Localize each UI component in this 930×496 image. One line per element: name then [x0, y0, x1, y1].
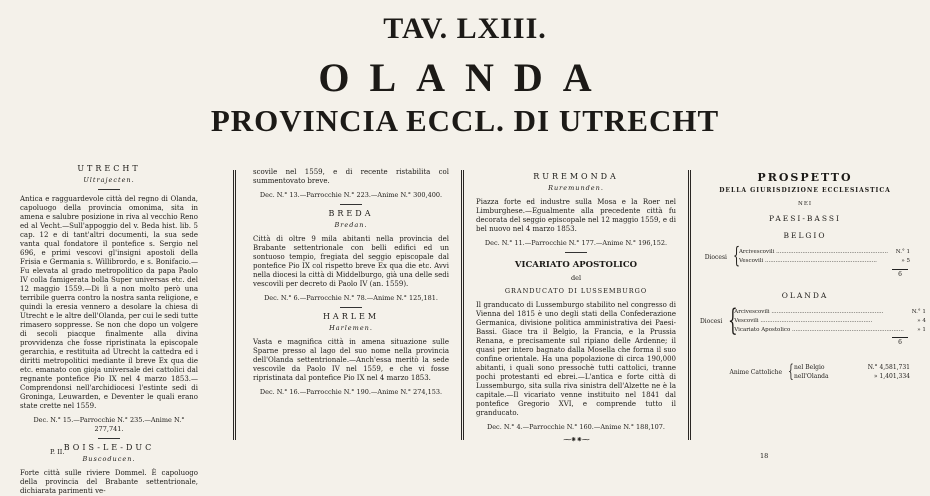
ruremonda-description: Piazza forte ed industre sulla Mosa e la Roer nel Limburghese.—Egualmente alla precedente città fu decorata del seggio episcopale nel 12 maggio 1559, e di bel nuovo nel 4 marzo 1853.: [476, 198, 676, 233]
column-ruremonda-luxembourg: [476, 168, 676, 444]
table-row: Vescovili ..... » 5: [739, 257, 910, 266]
column-rule: [688, 170, 691, 440]
belgio-group-label: Diocesi: [704, 253, 727, 261]
ornament-icon: ⁓⁕⁕⁓: [563, 435, 589, 444]
table-row: Arcivescovili ..... N.° 1: [734, 308, 926, 317]
vicariate-del: del: [570, 274, 582, 282]
divider: [340, 307, 362, 308]
olanda-group-label: Diocesi: [700, 317, 723, 325]
column-utrecht: [20, 160, 198, 496]
country-title: OLANDA: [318, 55, 612, 100]
harlem-statistics: Dec. N.° 16.—Parrocchie N.° 190.—Anime N.° 274,153.: [259, 388, 443, 396]
olanda-heading: OLANDA: [781, 291, 829, 300]
column-rule: [233, 170, 236, 440]
brace-icon: {: [788, 361, 794, 382]
table-row: nell'Olanda » 1,401,334: [794, 373, 910, 380]
table-row: Vicariato Apostolico ..... » 1: [734, 326, 926, 335]
bois-le-duc-statistics: Dec. N.° 13.—Parrocchie N.° 223.—Anime N.° 300,400.: [259, 191, 443, 199]
breda-description: Città di oltre 9 mila abitanti nella provincia del Brabante settentrionale con belli edifici ed un sontuoso tempio, fregiata del seggio episcopale dal pontefice Pio IX col rispetto breve Ex qua die etc. Avvi nella diocesi la città di Middelburgo, già una delle sedi vescovili per decreto di Paolo IV (an. 1559).: [253, 235, 449, 288]
bois-le-duc-description: Forte città sulle riviere Dommel. È capoluogo della provincia del Brabante settentrionale, dichiarata parimenti ve-: [20, 469, 198, 495]
olanda-total: 6: [700, 336, 910, 347]
table-row: Arcivescovili ..... N.° 1: [739, 248, 910, 257]
paesi-bassi-title: PAESI-BASSI: [769, 214, 841, 223]
province-title: PROVINCIA ECCL. DI UTRECHT: [210, 103, 720, 138]
belgio-total: 6: [700, 268, 910, 279]
divider: [340, 204, 362, 205]
latin-name-ruremonda: Ruremunden.: [548, 184, 604, 192]
section-title-utrecht: UTRECHT: [77, 164, 141, 173]
column-prospetto: [700, 171, 926, 382]
divider: [98, 438, 120, 439]
grand-duchy-title: GRANDUCATO DI LUSSEMBURGO: [504, 287, 648, 295]
section-title-ruremonda: RUREMONDA: [533, 172, 619, 181]
belgio-heading: BELGIO: [783, 231, 827, 240]
latin-name-harlem: Harlemen.: [329, 324, 373, 332]
section-title-breda: BREDA: [328, 209, 374, 218]
utrecht-description: Antica e ragguardevole città del regno di Olanda, capoluogo della provincia omonima, sita in amena e salubre posizione in riva al vecchio Reno ed al Vecht.—Sull'appoggio del v. Beda hist. lib. 5 cap. 12 e di tant'altri documenti, la sua sede vanta qual fondatore il pontefice s. Sergio nel 696, e primi vescovi gl'insigni apostoli della Frisia e Germania s. Willibrordo, e s. Bonifacio.—Fu elevata al grado metropolitico da papa Paolo IV colla famigerata bolla Super universas etc. del 12 maggio 1559.—Di lì a non molto però una terribile guerra contro la nostra santa religione, e quindi la eresia vennero a desolare la chiesa di Utrecht e le altre dell'Olanda, per cui le sedi tutte rimasero soppresse. Se non che dopo un volgere di secoli piacque finalmente alla divina provvidenza che fosse ripristinata la episcopale gerarchia, e restituita ad Utrecht la cattedra ed i diritti metropolitici mediante il breve Ex qua die etc. emanato con gioja universale dei cattolici dal regnante pontefice Pio IX nel 4 marzo 1853.—Comprendonsi nell'archidiocesi l'estinte sedi di Groninga, Leuwarden, e Deventer le quali erano state crette nel 1559.: [20, 195, 198, 410]
luxembourg-description: Il granducato di Lussemburgo stabilito nel congresso di Vienna del 1815 è uno degli stati della Confederazione Germanica, divisione politica amministrativa dei Paesi-Bassi. Giace tra il Belgio, la Francia, e la Prussia Renana, e precisamente sul ripiano delle Ardenne; il quasi per intero bagnato dalla Mosella che forma il suo confine orientale. Ha una popolazione di circa 190,000 abitanti, i quali sono pressochè tutti cattolici, tranne pochi protestanti ed ebrei.—L'antica e forte città di Lussemburgo, sita sulla riva sinistra dell'Alzette ne è la capitale.—Il vicariato venne instituito nel 1841 dal pontefice Gregorio XVI, e comprende tutto il granducato.: [476, 301, 676, 417]
column-breda-harlem: [253, 168, 449, 397]
jurisdiction-subtitle: DELLA GIURISDIZIONE ECCLESIASTICA: [719, 187, 891, 194]
signature-mark: P. II.: [50, 448, 65, 456]
catholic-label: Anime Cattoliche: [729, 368, 782, 376]
section-title-bois-le-duc: BOIS-LE-DUC: [63, 443, 155, 452]
brace-icon: {: [732, 244, 740, 269]
utrecht-statistics: Dec. N.° 15.—Parrocchie N.° 235.—Anime N.° 277,741.: [33, 416, 185, 433]
table-row: Vescovili ..... » 4: [734, 317, 926, 326]
table-row: nel Belgio N.° 4,581,731: [794, 364, 910, 371]
luxembourg-statistics: Dec. N.° 4.—Parrocchie N.° 160.—Anime N.° 188,107.: [487, 423, 665, 431]
page-number: 18: [760, 452, 769, 460]
latin-name-breda: Bredan.: [334, 221, 368, 229]
column-rule: [461, 170, 464, 440]
belgio-table: [700, 246, 910, 268]
divider: [565, 252, 587, 253]
latin-name-bois-le-duc: Buscoducen.: [82, 455, 136, 463]
divider: [98, 189, 120, 190]
harlem-description: Vasta e magnifica città in amena situazione sulle Sparne presso al lago del suo nome nella provincia dell'Olanda settentrionale.—Anch'essa meritò la sede vescovile da Paolo IV nel 1559, e che vi fosse ripristinata dal pontefice Pio IX nel 4 marzo 1853.: [253, 338, 449, 382]
brace-icon: {: [728, 303, 738, 338]
catholic-population: [700, 363, 910, 381]
bois-le-duc-continued: scovile nel 1559, e di recente ristabilita col summentovato breve.: [253, 168, 449, 185]
latin-name-utrecht: Ultrajecten.: [83, 176, 135, 184]
olanda-table: [700, 303, 926, 338]
nei-label: NEI: [798, 201, 812, 207]
section-title-harlem: HARLEM: [322, 312, 380, 321]
vicariate-title: VICARIATO APOSTOLICO: [514, 260, 638, 270]
ruremonda-statistics: Dec. N.° 11.—Parrocchie N.° 177.—Anime N.° 196,152.: [484, 239, 668, 247]
prospetto-title: PROSPETTO: [757, 171, 853, 184]
plate-number: TAV. LXIII.: [383, 12, 547, 45]
breda-statistics: Dec. N.° 6.—Parrocchie N.° 78.—Anime N.° 125,181.: [264, 294, 438, 302]
